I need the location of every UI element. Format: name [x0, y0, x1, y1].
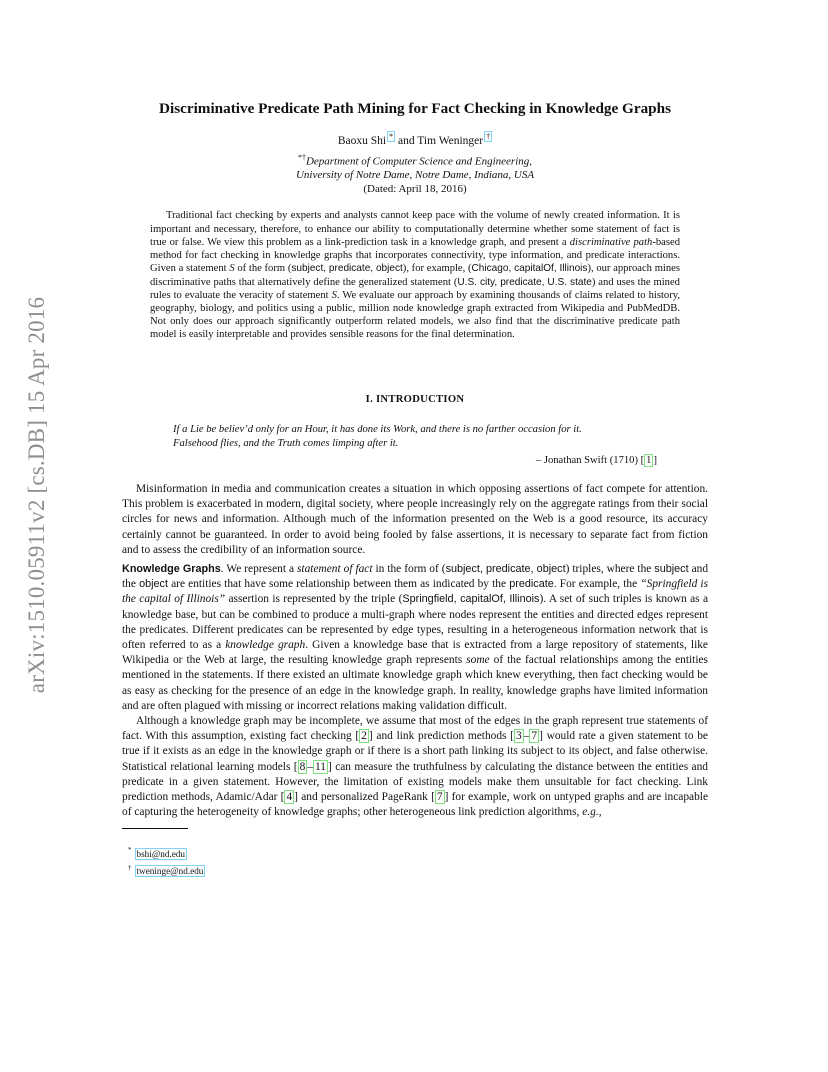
- citation-link[interactable]: 8: [299, 760, 306, 773]
- footnotes: [122, 843, 708, 877]
- citation-link[interactable]: 4: [286, 791, 293, 804]
- affiliation-university: University of Notre Dame, Notre Dame, Indiana, USA: [295, 169, 535, 182]
- email-link[interactable]: bshi@nd.edu: [136, 848, 186, 859]
- quote-line: If a Lie be believ’d only for an Hour, it has done its Work, and there is no farther occasion for it.: [173, 423, 582, 435]
- citation-link[interactable]: 7: [531, 730, 538, 743]
- section-heading: I. INTRODUCTION: [365, 393, 465, 405]
- paragraph: Misinformation in media and communication creates a situation in which opposing assertions of fact compete for attention. This problem is exacerbated in modern, digital society, where people increasingly rely on the aggregate ratings from their social circles for news and information. Although much of the information presented on the Web is a good resource, its accuracy certainly cannot be guaranteed. In order to avoid being fooled by false assertions, it is necessary to separate fact from fiction and to assess the credibility of an information source.: [122, 483, 708, 556]
- affiliation: [122, 151, 708, 183]
- citation-link[interactable]: 1: [646, 454, 652, 466]
- footnote: * bshi@nd.edu: [128, 846, 186, 859]
- footnote-link[interactable]: †: [486, 132, 491, 141]
- footnote-link[interactable]: *: [389, 132, 394, 141]
- introduction-body: [122, 482, 708, 820]
- citation-link[interactable]: 7: [436, 791, 443, 804]
- email-link[interactable]: tweninge@nd.edu: [136, 865, 204, 876]
- epigraph-quote: [173, 423, 657, 469]
- paragraph-lead: Knowledge Graphs: [122, 563, 221, 576]
- paper-title: Discriminative Predicate Path Mining for Fact Checking in Knowledge Graphs: [159, 100, 671, 117]
- quote-line: Falsehood flies, and the Truth comes limping after it.: [173, 438, 399, 450]
- citation-link[interactable]: 2: [361, 730, 367, 743]
- dated-line: (Dated: April 18, 2016): [363, 183, 467, 196]
- affiliation-department: Department of Computer Science and Engineering,: [305, 155, 533, 168]
- paragraph: Knowledge Graphs. We represent a statement of fact in the form of (subject, predicate, object) triples, where the subject and the object are entities that have some relationship between them as indicated by the predicate. For example, the “Springfield is the capital of Illinois” assertion is represented by the triple (Springfield, capitalOf, Illinois). A set of such triples is known as a knowledge base, but can be combined to produce a multi-graph where nodes represent the entities and directed edges represent the predicates. Different predicates can be represented by edge types, resulting in a heterogeneous information network that is often referred to as a knowledge graph. Given a knowledge base that is extracted from a large repository of statements, like Wikipedia or the Web at large, the resulting knowledge graph represents some of the factual relationships among the entities mentioned in the statements. If there existed an ultimate knowledge graph which knew everything, then fact checking would be as easy as checking for the presence of an edge in the knowledge graph. In reality, knowledge graphs have limited information and are often plagued with missing or incorrect relations making validation difficult.: [122, 563, 709, 712]
- quote-attribution: – Jonathan Swift (1710) [ 1 ]: [535, 454, 657, 466]
- affiliation-marks: *†: [297, 152, 306, 162]
- citation-link[interactable]: 11: [315, 760, 326, 773]
- author-conjunction: and: [397, 134, 415, 147]
- arxiv-identifier: arXiv:1510.05911v2 [cs.DB] 15 Apr 2016: [24, 296, 49, 694]
- paragraph: Although a knowledge graph may be incomplete, we assume that most of the edges in the graph represent true statements of fact. With this assumption, existing fact checking [ 2 ] and link prediction methods [ 3 – 7 ] would rate a given statement to be true if it exists as an edge in the knowledge graph or if there is a short path linking its subject to its object, and false otherwise. Statistical relational learning models [ 8 – 11 ] can measure the truthfulness by calculating the distance between the entities and predicate in a given statement. However, the limitation of existing models make them unsuitable for fact checking. Link prediction methods, Adamic/Adar [ 4 ] and personalized PageRank [ 7 ] for example, work on untyped graphs and are incapable of capturing the heterogeneity of knowledge graphs; other heterogeneous link prediction algorithms, e.g.,: [122, 715, 708, 819]
- footnote: † tweninge@nd.edu: [128, 863, 204, 876]
- footnote-divider: [122, 828, 188, 829]
- paper-page: [122, 100, 708, 878]
- author-name: Tim Weninger: [417, 134, 484, 147]
- author-line: [122, 132, 708, 147]
- arxiv-identifier-stamp: [20, 250, 54, 740]
- citation-link[interactable]: 3: [515, 730, 522, 743]
- author-name: Baoxu Shi: [337, 134, 387, 147]
- abstract: Traditional fact checking by experts and analysts cannot keep pace with the volume of newly created information. It is important and necessary, therefore, to enhance our ability to computationally determine whether some statement of fact is true or false. We view this problem as a link-prediction task in a knowledge graph, and present a discriminative path-based method for fact checking in knowledge graphs that incorporates connectivity, type information, and predicate interactions. Given a statement S of the form (subject, predicate, object), for example, (Chicago, capitalOf, Illinois), our approach mines discriminative paths that alternatively define the generalized statement (U.S. city, predicate, U.S. state) and uses the mined rules to evaluate the veracity of statement S. We evaluate our approach by examining thousands of claims related to history, geography, biology, and politics using a public, million node knowledge graph extracted from Wikipedia and PubMedDB. Not only does our approach significantly outperform related models, we also find that the discriminative predicate path model is easily interpretable and provides sensible reasons for the final determination.: [150, 210, 680, 341]
